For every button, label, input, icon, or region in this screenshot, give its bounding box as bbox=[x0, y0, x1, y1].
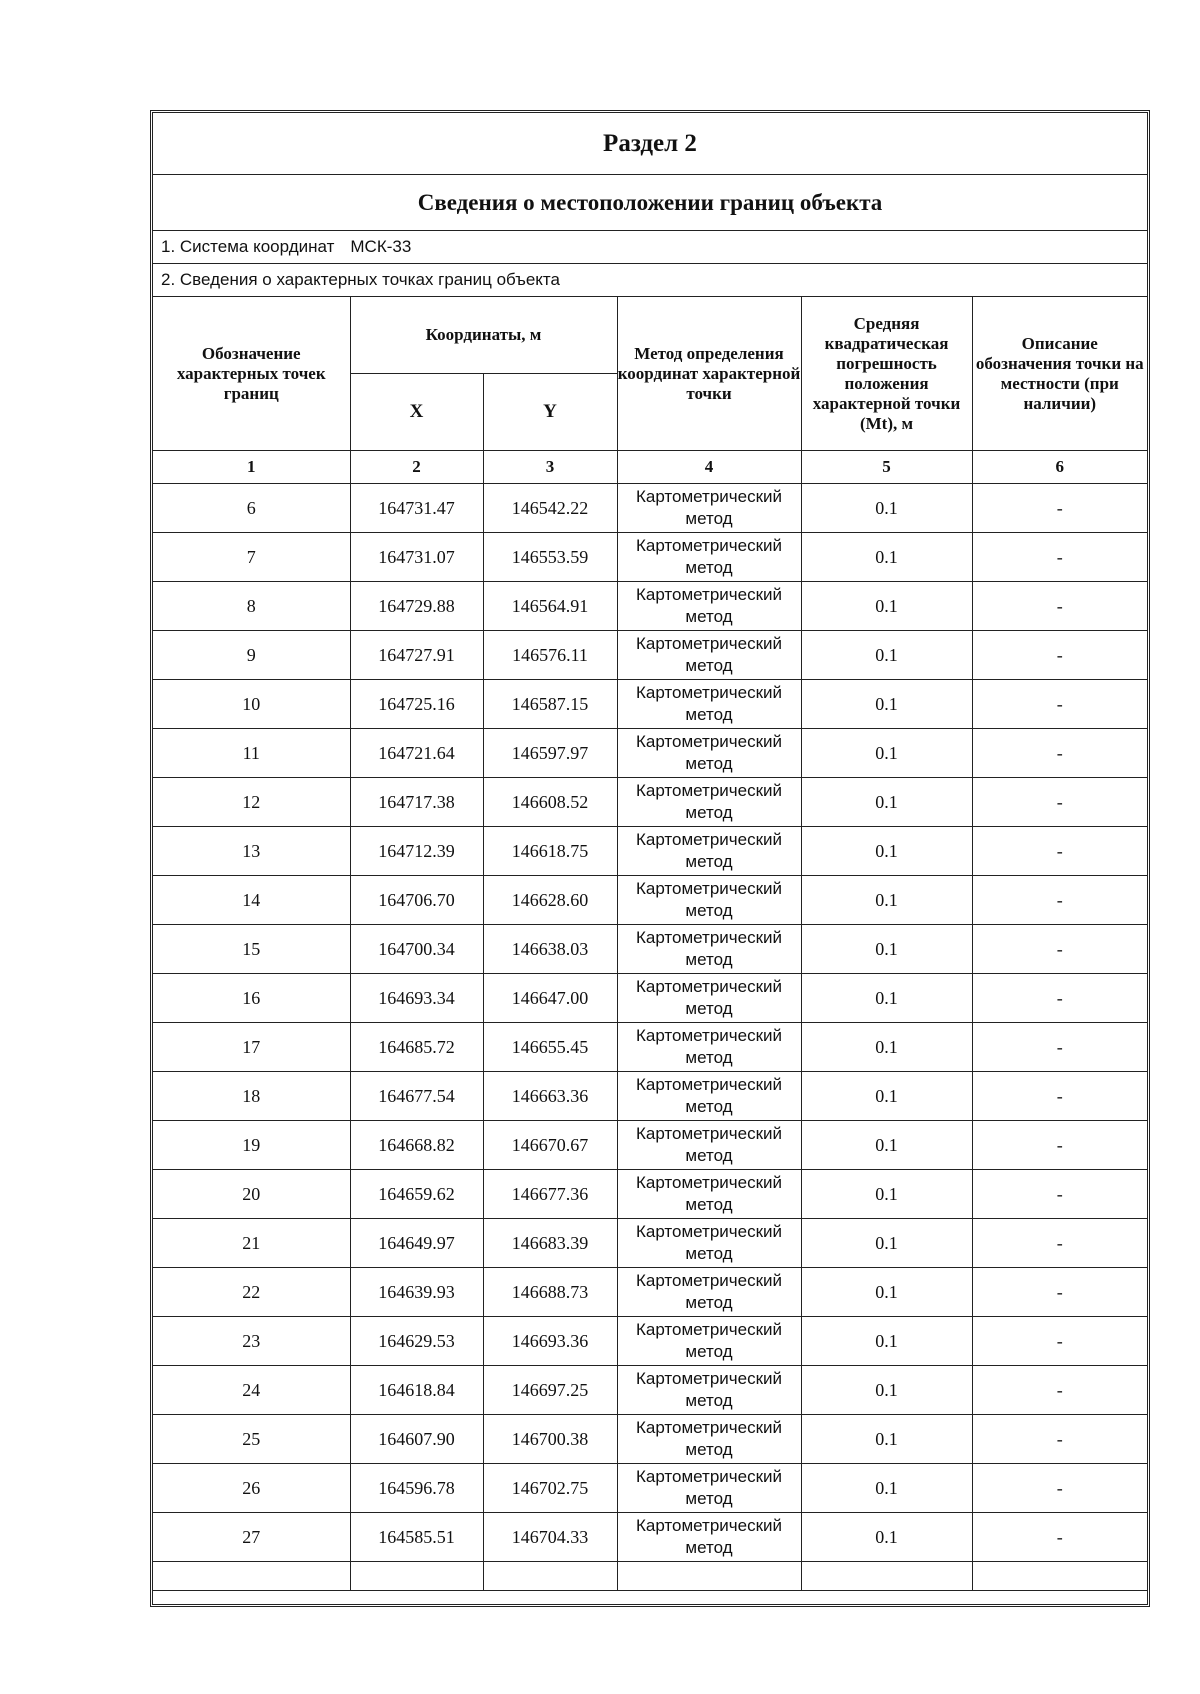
method-cell: Картометрический метод bbox=[617, 729, 801, 778]
y-coordinate-cell: 146663.36 bbox=[483, 1072, 617, 1121]
x-coordinate-cell: 164649.97 bbox=[350, 1219, 483, 1268]
description-cell: - bbox=[972, 1170, 1147, 1219]
table-row bbox=[153, 1415, 1147, 1464]
method-cell: Картометрический метод bbox=[617, 1317, 801, 1366]
header-designation: Обозначение характерных точек границ bbox=[153, 297, 350, 451]
description-cell: - bbox=[972, 925, 1147, 974]
method-cell: Картометрический метод bbox=[617, 876, 801, 925]
table-row bbox=[153, 1023, 1147, 1072]
table-row bbox=[153, 1268, 1147, 1317]
description-cell: - bbox=[972, 1023, 1147, 1072]
x-coordinate-cell: 164618.84 bbox=[350, 1366, 483, 1415]
description-cell: - bbox=[972, 974, 1147, 1023]
description-cell: - bbox=[972, 1219, 1147, 1268]
y-coordinate-cell: 146638.03 bbox=[483, 925, 617, 974]
description-cell: - bbox=[972, 1121, 1147, 1170]
header-x: X bbox=[350, 374, 483, 451]
x-coordinate-cell: 164721.64 bbox=[350, 729, 483, 778]
error-cell: 0.1 bbox=[801, 1072, 972, 1121]
x-coordinate-cell: 164693.34 bbox=[350, 974, 483, 1023]
error-cell: 0.1 bbox=[801, 1513, 972, 1562]
error-cell: 0.1 bbox=[801, 582, 972, 631]
y-coordinate-cell: 146628.60 bbox=[483, 876, 617, 925]
error-cell: 0.1 bbox=[801, 1023, 972, 1072]
table-row bbox=[153, 631, 1147, 680]
empty-cell bbox=[972, 1562, 1147, 1591]
point-id-cell: 25 bbox=[153, 1415, 350, 1464]
method-cell: Картометрический метод bbox=[617, 1219, 801, 1268]
method-cell: Картометрический метод bbox=[617, 925, 801, 974]
y-coordinate-cell: 146587.15 bbox=[483, 680, 617, 729]
header-y: Y bbox=[483, 374, 617, 451]
description-cell: - bbox=[972, 631, 1147, 680]
table-row bbox=[153, 974, 1147, 1023]
y-coordinate-cell: 146702.75 bbox=[483, 1464, 617, 1513]
header-method: Метод определения координат характерной точки bbox=[617, 297, 801, 451]
section-title: Раздел 2 bbox=[153, 113, 1147, 175]
point-id-cell: 22 bbox=[153, 1268, 350, 1317]
header-description: Описание обозначения точки на местности (при наличии) bbox=[972, 297, 1147, 451]
point-id-cell: 15 bbox=[153, 925, 350, 974]
x-coordinate-cell: 164668.82 bbox=[350, 1121, 483, 1170]
description-cell: - bbox=[972, 1268, 1147, 1317]
point-id-cell: 18 bbox=[153, 1072, 350, 1121]
header-coordinates: Координаты, м bbox=[350, 297, 617, 374]
table-row bbox=[153, 1170, 1147, 1219]
error-cell: 0.1 bbox=[801, 1268, 972, 1317]
empty-cell bbox=[617, 1562, 801, 1591]
x-coordinate-cell: 164639.93 bbox=[350, 1268, 483, 1317]
y-coordinate-cell: 146597.97 bbox=[483, 729, 617, 778]
method-cell: Картометрический метод bbox=[617, 1170, 801, 1219]
method-cell: Картометрический метод bbox=[617, 582, 801, 631]
method-cell: Картометрический метод bbox=[617, 1513, 801, 1562]
description-cell: - bbox=[972, 778, 1147, 827]
x-coordinate-cell: 164729.88 bbox=[350, 582, 483, 631]
error-cell: 0.1 bbox=[801, 778, 972, 827]
x-coordinate-cell: 164731.47 bbox=[350, 484, 483, 533]
description-cell: - bbox=[972, 1072, 1147, 1121]
coordinate-system-value: МСК-33 bbox=[350, 237, 412, 256]
y-coordinate-cell: 146608.52 bbox=[483, 778, 617, 827]
method-cell: Картометрический метод bbox=[617, 1121, 801, 1170]
y-coordinate-cell: 146697.25 bbox=[483, 1366, 617, 1415]
point-id-cell: 27 bbox=[153, 1513, 350, 1562]
method-cell: Картометрический метод bbox=[617, 827, 801, 876]
column-number: 2 bbox=[350, 451, 483, 484]
y-coordinate-cell: 146683.39 bbox=[483, 1219, 617, 1268]
error-cell: 0.1 bbox=[801, 925, 972, 974]
table-row bbox=[153, 582, 1147, 631]
table-row bbox=[153, 680, 1147, 729]
error-cell: 0.1 bbox=[801, 974, 972, 1023]
description-cell: - bbox=[972, 876, 1147, 925]
column-number: 5 bbox=[801, 451, 972, 484]
method-cell: Картометрический метод bbox=[617, 974, 801, 1023]
method-cell: Картометрический метод bbox=[617, 1464, 801, 1513]
boundary-points-table bbox=[153, 297, 1147, 1591]
error-cell: 0.1 bbox=[801, 1415, 972, 1464]
table-row bbox=[153, 876, 1147, 925]
point-id-cell: 21 bbox=[153, 1219, 350, 1268]
y-coordinate-cell: 146670.67 bbox=[483, 1121, 617, 1170]
description-cell: - bbox=[972, 680, 1147, 729]
point-id-cell: 17 bbox=[153, 1023, 350, 1072]
point-id-cell: 24 bbox=[153, 1366, 350, 1415]
method-cell: Картометрический метод bbox=[617, 1023, 801, 1072]
error-cell: 0.1 bbox=[801, 729, 972, 778]
point-id-cell: 8 bbox=[153, 582, 350, 631]
point-id-cell: 11 bbox=[153, 729, 350, 778]
point-id-cell: 12 bbox=[153, 778, 350, 827]
method-cell: Картометрический метод bbox=[617, 533, 801, 582]
table-row bbox=[153, 1072, 1147, 1121]
description-cell: - bbox=[972, 533, 1147, 582]
table-row bbox=[153, 533, 1147, 582]
empty-cell bbox=[153, 1562, 350, 1591]
error-cell: 0.1 bbox=[801, 1219, 972, 1268]
error-cell: 0.1 bbox=[801, 1366, 972, 1415]
header-error: Средняя квадратическая погрешность положения характерной точки (Mt), м bbox=[801, 297, 972, 451]
error-cell: 0.1 bbox=[801, 533, 972, 582]
method-cell: Картометрический метод bbox=[617, 1072, 801, 1121]
table-row bbox=[153, 1464, 1147, 1513]
point-id-cell: 23 bbox=[153, 1317, 350, 1366]
error-cell: 0.1 bbox=[801, 680, 972, 729]
description-cell: - bbox=[972, 827, 1147, 876]
description-cell: - bbox=[972, 582, 1147, 631]
y-coordinate-cell: 146704.33 bbox=[483, 1513, 617, 1562]
column-number: 1 bbox=[153, 451, 350, 484]
method-cell: Картометрический метод bbox=[617, 1366, 801, 1415]
empty-cell bbox=[350, 1562, 483, 1591]
table-row bbox=[153, 1513, 1147, 1562]
table-body bbox=[153, 484, 1147, 1591]
y-coordinate-cell: 146693.36 bbox=[483, 1317, 617, 1366]
table-row bbox=[153, 827, 1147, 876]
error-cell: 0.1 bbox=[801, 631, 972, 680]
empty-cell bbox=[483, 1562, 617, 1591]
description-cell: - bbox=[972, 484, 1147, 533]
x-coordinate-cell: 164725.16 bbox=[350, 680, 483, 729]
table-row bbox=[153, 1366, 1147, 1415]
point-id-cell: 14 bbox=[153, 876, 350, 925]
x-coordinate-cell: 164596.78 bbox=[350, 1464, 483, 1513]
error-cell: 0.1 bbox=[801, 1170, 972, 1219]
y-coordinate-cell: 146564.91 bbox=[483, 582, 617, 631]
point-id-cell: 16 bbox=[153, 974, 350, 1023]
description-cell: - bbox=[972, 1415, 1147, 1464]
x-coordinate-cell: 164629.53 bbox=[350, 1317, 483, 1366]
x-coordinate-cell: 164685.72 bbox=[350, 1023, 483, 1072]
description-cell: - bbox=[972, 1366, 1147, 1415]
y-coordinate-cell: 146618.75 bbox=[483, 827, 617, 876]
y-coordinate-cell: 146688.73 bbox=[483, 1268, 617, 1317]
table-row bbox=[153, 484, 1147, 533]
y-coordinate-cell: 146576.11 bbox=[483, 631, 617, 680]
table-row bbox=[153, 729, 1147, 778]
column-number: 3 bbox=[483, 451, 617, 484]
description-cell: - bbox=[972, 1317, 1147, 1366]
description-cell: - bbox=[972, 1513, 1147, 1562]
point-id-cell: 20 bbox=[153, 1170, 350, 1219]
header-row bbox=[153, 297, 1147, 374]
point-id-cell: 9 bbox=[153, 631, 350, 680]
column-number: 6 bbox=[972, 451, 1147, 484]
method-cell: Картометрический метод bbox=[617, 631, 801, 680]
column-number: 4 bbox=[617, 451, 801, 484]
table-row bbox=[153, 778, 1147, 827]
y-coordinate-cell: 146542.22 bbox=[483, 484, 617, 533]
method-cell: Картометрический метод bbox=[617, 1268, 801, 1317]
table-row bbox=[153, 1317, 1147, 1366]
x-coordinate-cell: 164700.34 bbox=[350, 925, 483, 974]
section-subtitle: Сведения о местоположении границ объекта bbox=[153, 175, 1147, 231]
y-coordinate-cell: 146647.00 bbox=[483, 974, 617, 1023]
y-coordinate-cell: 146677.36 bbox=[483, 1170, 617, 1219]
points-caption: 2. Сведения о характерных точках границ объекта bbox=[153, 264, 1147, 297]
point-id-cell: 13 bbox=[153, 827, 350, 876]
point-id-cell: 19 bbox=[153, 1121, 350, 1170]
x-coordinate-cell: 164677.54 bbox=[350, 1072, 483, 1121]
point-id-cell: 7 bbox=[153, 533, 350, 582]
error-cell: 0.1 bbox=[801, 484, 972, 533]
error-cell: 0.1 bbox=[801, 827, 972, 876]
x-coordinate-cell: 164607.90 bbox=[350, 1415, 483, 1464]
method-cell: Картометрический метод bbox=[617, 680, 801, 729]
column-number-row bbox=[153, 451, 1147, 484]
error-cell: 0.1 bbox=[801, 1121, 972, 1170]
description-cell: - bbox=[972, 729, 1147, 778]
table-row bbox=[153, 925, 1147, 974]
empty-row bbox=[153, 1562, 1147, 1591]
method-cell: Картометрический метод bbox=[617, 1415, 801, 1464]
x-coordinate-cell: 164585.51 bbox=[350, 1513, 483, 1562]
method-cell: Картометрический метод bbox=[617, 484, 801, 533]
point-id-cell: 6 bbox=[153, 484, 350, 533]
document-sheet bbox=[150, 110, 1150, 1607]
empty-cell bbox=[801, 1562, 972, 1591]
x-coordinate-cell: 164727.91 bbox=[350, 631, 483, 680]
error-cell: 0.1 bbox=[801, 1464, 972, 1513]
coordinate-system-label: 1. Система координат bbox=[161, 237, 335, 256]
x-coordinate-cell: 164706.70 bbox=[350, 876, 483, 925]
coordinate-system-line bbox=[153, 231, 1147, 264]
table-row bbox=[153, 1121, 1147, 1170]
y-coordinate-cell: 146553.59 bbox=[483, 533, 617, 582]
table-row bbox=[153, 1219, 1147, 1268]
method-cell: Картометрический метод bbox=[617, 778, 801, 827]
x-coordinate-cell: 164659.62 bbox=[350, 1170, 483, 1219]
y-coordinate-cell: 146655.45 bbox=[483, 1023, 617, 1072]
error-cell: 0.1 bbox=[801, 1317, 972, 1366]
description-cell: - bbox=[972, 1464, 1147, 1513]
point-id-cell: 10 bbox=[153, 680, 350, 729]
y-coordinate-cell: 146700.38 bbox=[483, 1415, 617, 1464]
x-coordinate-cell: 164731.07 bbox=[350, 533, 483, 582]
point-id-cell: 26 bbox=[153, 1464, 350, 1513]
x-coordinate-cell: 164712.39 bbox=[350, 827, 483, 876]
x-coordinate-cell: 164717.38 bbox=[350, 778, 483, 827]
error-cell: 0.1 bbox=[801, 876, 972, 925]
